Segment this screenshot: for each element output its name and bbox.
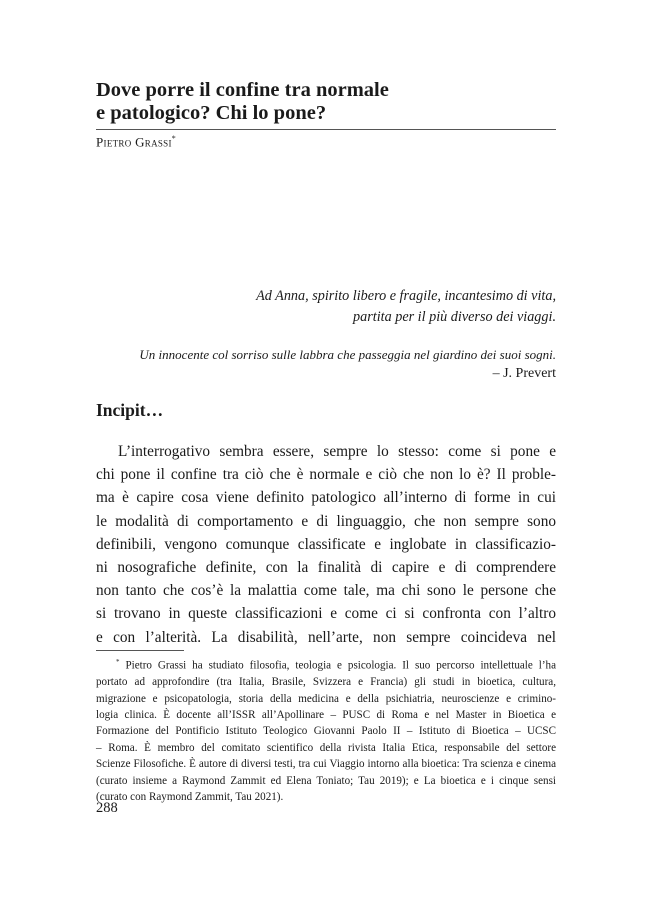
title-rule [96, 129, 556, 130]
epigraph [96, 345, 556, 383]
chapter-title-line: Dove porre il confine tra normale [96, 79, 389, 101]
body-line: le modalità di comportamento e di linguaggio, che non sempre sono [96, 512, 556, 530]
footnote-line: portato ad approfondire (tra Italia, Brasile, Svizzera e Francia) gli studi in bioetica, cultura, [96, 676, 556, 689]
body-paragraph [96, 440, 556, 649]
epigraph-attribution: – J. Prevert [492, 366, 556, 381]
author-name: Pietro Grassi [96, 134, 172, 150]
footnote-line [96, 654, 556, 674]
page-number: 288 [96, 800, 118, 816]
body-line: si trovano in queste classificazioni e come ci si confronta con l’altro [96, 605, 556, 623]
footnote-marker: * [116, 658, 120, 666]
body-line: e con l’alterità. La disabilità, nell’arte, non sempre coincideva nel [96, 628, 556, 646]
chapter-title-line: e patologico? Chi lo pone? [96, 102, 327, 124]
author-byline [96, 134, 176, 150]
body-line: L’interrogativo sembra essere, sempre lo stesso: come si pone e [118, 443, 556, 460]
chapter-title [96, 79, 556, 125]
section-heading: Incipit… [96, 400, 164, 420]
footnote-line: Scienze Filosofiche. È autore di diversi testi, tra cui Viaggio intorno alla bioetica: Tra scienza e cinema [96, 758, 556, 771]
footnote-line: Formazione del Pontificio Istituto Teologico Giovanni Paolo II – Istituto di Bioetica – UCSC [96, 725, 556, 738]
body-line: chi pone il confine tra ciò che è normale e ciò che non lo è? Il proble- [96, 466, 556, 484]
dedication [116, 286, 556, 328]
body-line: non tanto che cos’è la malattia come tale, ma chi sono le persone che [96, 582, 556, 600]
dedication-line: Ad Anna, spirito libero e fragile, incantesimo di vita, [256, 288, 556, 304]
author-footnote-marker: * [171, 134, 177, 143]
footnote-line: – Roma. È membro del comitato scientifico della rivista Italia Etica, responsabile del settore [96, 741, 556, 754]
footnote-line-text: Pietro Grassi ha studiato filosofia, teologia e psicologia. Il suo percorso intellettuale l’ha [125, 659, 556, 672]
body-line: definibili, vengono comunque classificate e inglobate in classificazio- [96, 535, 556, 553]
dedication-line: partita per il più diverso dei viaggi. [353, 309, 556, 325]
footnote-line: logia clinica. È docente all’ISSR all’Apollinare – PUSC di Roma e nel Master in Bioetica e [96, 708, 556, 721]
body-line: ni nosografiche definite, con la finalità di capire e di comprendere [96, 559, 556, 577]
footnote-line: (curato insieme a Raymond Zammit ed Elena Toniato; Tau 2019); e La bioetica e i cinque sensi [96, 774, 556, 787]
footnote-line: (curato con Raymond Zammit, Tau 2021). [96, 790, 284, 803]
epigraph-quote: Un innocente col sorriso sulle labbra che passeggia nel giardino dei suoi sogni. [139, 347, 556, 362]
body-line: ma è capire cosa viene definito patologico all’interno di forme in cui [96, 489, 556, 507]
footnote-separator [96, 650, 184, 651]
footnote-line: migrazione e psicopatologia, storia della medicina e della psichiatria, neuroscienze e crimino- [96, 692, 556, 705]
footnote [96, 654, 556, 805]
